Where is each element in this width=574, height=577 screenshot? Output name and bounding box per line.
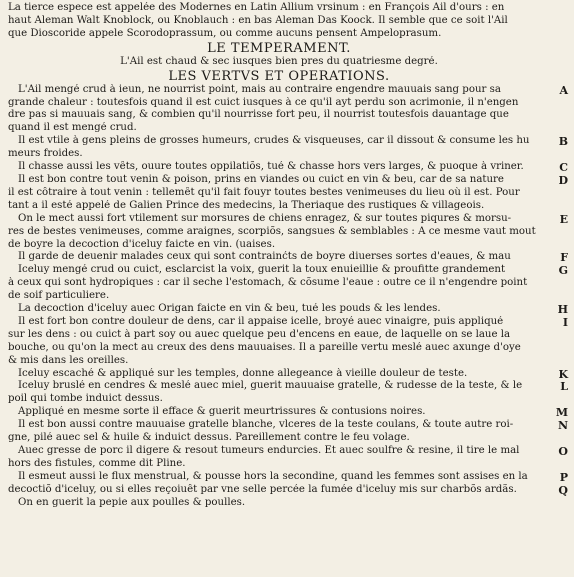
text-line: sur les dens : ou cuict à part soy ou auec quelque peu d'encens en eaue, de laquelle on se laue la <box>8 328 511 340</box>
temperament-heading: LE TEMPERAMENT. <box>207 40 351 56</box>
margin-letter: O <box>558 445 568 458</box>
margin-letter: F <box>560 251 568 264</box>
margin-letter: Q <box>558 484 568 497</box>
text-line: decoctiõ d'iceluy, ou si elles reçoiuêt par vne selle percée la fumée d'iceluy mis sur charbõs ardãs. <box>8 483 517 495</box>
text-line: Il est fort bon contre douleur de dens, car il appaise icelle, broyé auec vinaigre, puis appliqué <box>18 315 504 327</box>
intro-line: La tierce espece est appelée des Modernes en Latin Allium vrsinum : en François Ail d'ours : en <box>8 2 505 13</box>
intro-paragraph <box>8 2 550 41</box>
text-line: Il est vtile à gens pleins de grosses humeurs, crudes & visqueuses, car il dissout & consume les hu <box>18 135 530 147</box>
text-line: Iceluy mengé crud ou cuict, esclarcist la voix, guerit la toux enuieillie & proufitte grandement <box>18 264 506 276</box>
text-line: quand il est mengé crud. <box>8 122 137 134</box>
text-line: Il chasse aussi les vêts, ouure toutes oppilatiõs, tué & chasse hors vers larges, & puoque à vriner. <box>18 161 524 173</box>
text-line: gne, pilé auec sel & huile & induict dessus. Pareillement contre le feu volage. <box>8 432 410 444</box>
text-line: Il est bon aussi contre mauuaise gratelle blanche, vlceres de la teste coulans, & toute autre roi- <box>18 419 514 431</box>
text-line: L'Ail mengé crud à ieun, ne nourrist point, mais au contraire engendre mauuais sang pour sa <box>18 83 501 95</box>
margin-letter: C <box>559 161 568 174</box>
margin-letter: K <box>558 368 568 381</box>
margin-letter: M <box>555 406 568 419</box>
text-line: tant a il esté appelé de Galien Prince des medecins, la Theriaque des rustiques & villageois. <box>8 199 485 211</box>
text-line: On en guerit la pepie aux poulles & poulles. <box>18 496 246 508</box>
text-line: meurs froides. <box>8 148 83 160</box>
text-line: res de bestes venimeuses, comme araignes, scorpiõs, sangsues & semblables : A ce mesme vaut mout <box>8 225 536 237</box>
text-line: La decoction d'iceluy auec Origan faicte en vin & beu, tué les pouds & les lendes. <box>18 303 441 315</box>
text-line: & mis dans les oreilles. <box>8 354 129 366</box>
text-line: de soif particuliere. <box>8 290 110 302</box>
margin-letter: P <box>559 471 568 484</box>
margin-letter: H <box>557 303 568 316</box>
margin-letter: L <box>560 380 568 393</box>
vertus-heading: LES VERTVS ET OPERATIONS. <box>168 68 390 84</box>
temperament-text: L'Ail est chaud & sec iusques bien pres du quatriesme degré. <box>120 55 438 67</box>
text-line: On le mect aussi fort vtilement sur morsures de chiens enragez, & sur toutes piqures & morsu- <box>18 212 512 224</box>
margin-letter: A <box>559 84 568 97</box>
margin-letter: D <box>558 174 568 187</box>
intro-line: haut Aleman Walt Knoblock, ou Knoblauch : en bas Aleman Das Koock. Il semble que ce soit l'Ail <box>8 14 508 26</box>
text-line: bouche, ou qu'on la mect au creux des dens mauuaises. Il a pareille vertu meslé auec axunge d'oye <box>8 341 521 353</box>
margin-letter: N <box>557 419 568 432</box>
margin-letter: I <box>562 316 568 329</box>
text-line: de boyre la decoction d'iceluy faicte en vin. (uaises. <box>8 238 276 250</box>
text-line: Iceluy escaché & appliqué sur les temples, donne allegeance à vieille douleur de teste. <box>18 367 468 379</box>
vertus-body <box>8 84 550 510</box>
text-line: Auec gresse de porc il digere & resout tumeurs endurcies. Et auec soulfre & resine, il tire le mal <box>18 445 520 456</box>
text-line: il est côtraire à tout venin : tellemêt qu'il fait fouyr toutes bestes venimeuses du lieu où il est. Pour <box>8 186 520 198</box>
text-line: dre pas si mauuais sang, & combien qu'il nourrisse fort peu, il nourrist toutesfois dauantage que <box>8 109 509 121</box>
text-line: Il garde de deuenir malades ceux qui sont contrainćts de boyre diuerses sortes d'eaues, & mau <box>18 251 511 263</box>
text-line: poil qui tombe induict dessus. <box>8 393 163 405</box>
margin-letter: G <box>558 264 568 277</box>
text-line: grande chaleur : toutesfois quand il est cuict iusques à ce qu'il ayt perdu son acrimonie, il n'engen <box>8 96 519 108</box>
margin-letter: B <box>558 135 568 148</box>
text-line: à ceux qui sont hydropiques : car il seche l'estomach, & cõsume l'eaue : outre ce il n'engendre point <box>8 277 528 289</box>
text-line: Iceluy bruslé en cendres & meslé auec miel, guerit mauuaise gratelle, & rudesse de la teste, & le <box>18 380 523 392</box>
intro-line: que Dioscoride appele Scorodoprassum, ou comme aucuns pensent Ampeloprasum. <box>8 27 442 39</box>
text-line: Il est bon contre tout venin & poison, prins en viandes ou cuict en vin & beu, car de sa nature <box>18 173 504 185</box>
margin-letter: E <box>559 213 568 226</box>
text-line: hors des fistules, comme dit Pline. <box>8 457 186 469</box>
text-line: Il esmeut aussi le flux menstrual, & pousse hors la secondine, quand les femmes sont assises en la <box>18 470 528 482</box>
text-line: Appliqué en mesme sorte il efface & guerit meurtrissures & contusions noires. <box>18 406 426 418</box>
